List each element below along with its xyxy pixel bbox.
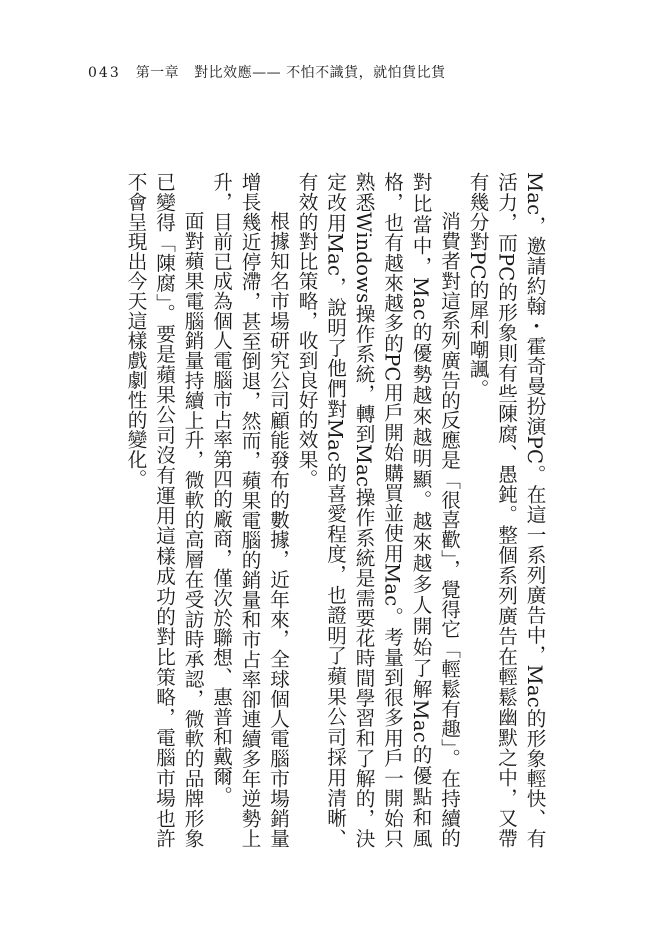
body-text bbox=[84, 172, 548, 848]
paragraph-3: 根據知名市場研究公司顧能發布的數據，近年來，全球個人電腦市場銷量增長幾近停滯，甚至倒退，然而，蘋果電腦的銷量和市占率卻連續多年逆勢上升，目前已成為個人電腦市占率第四的廠商，僅次於聯想、惠普和戴爾。 bbox=[209, 172, 290, 848]
page-number: 043 bbox=[88, 65, 121, 81]
paragraph-1: Mac，邀請約翰・霍奇曼扮演PC。在這一系列廣告中，Mac的形象輕快、有活力，而PC的形象則有些陳腐、愚鈍。整個系列廣告在輕鬆幽默之中，又帶有幾分對PC的犀利嘲諷。 bbox=[466, 172, 546, 848]
paragraph-2: 消費者對這系列廣告的反應是「很喜歡」，覺得它「輕鬆有趣」。在持續的對比當中，Mac的優勢越來越明顯。越來越多人開始了解Mac的優點和風格，也有越來越多的PC用戶開始購買並使用Mac。考量到很多用戶一開始只熟悉Windows操作系統，轉到Mac操作系統是需要花時間學習和了解的，決定改用Mac，說明了他們對Mac的喜愛程度，也證明了蘋果公司採用清晰、有效的對比策略，收到良好的效果。 bbox=[295, 172, 461, 848]
chapter-label: 第一章 bbox=[135, 65, 180, 81]
chapter-title: 對比效應—— 不怕不識貨，就怕貨比貨 bbox=[194, 65, 446, 81]
running-header bbox=[88, 62, 588, 82]
paragraph-4: 面對蘋果電腦銷量持續上升，微軟的高層在受訪時承認，微軟的品牌形象已變得「陳腐」。要是蘋果公司沒有運用這樣成功的對比策略，電腦市場也許不會呈現出今天這樣戲劇性的變化。 bbox=[124, 172, 204, 848]
